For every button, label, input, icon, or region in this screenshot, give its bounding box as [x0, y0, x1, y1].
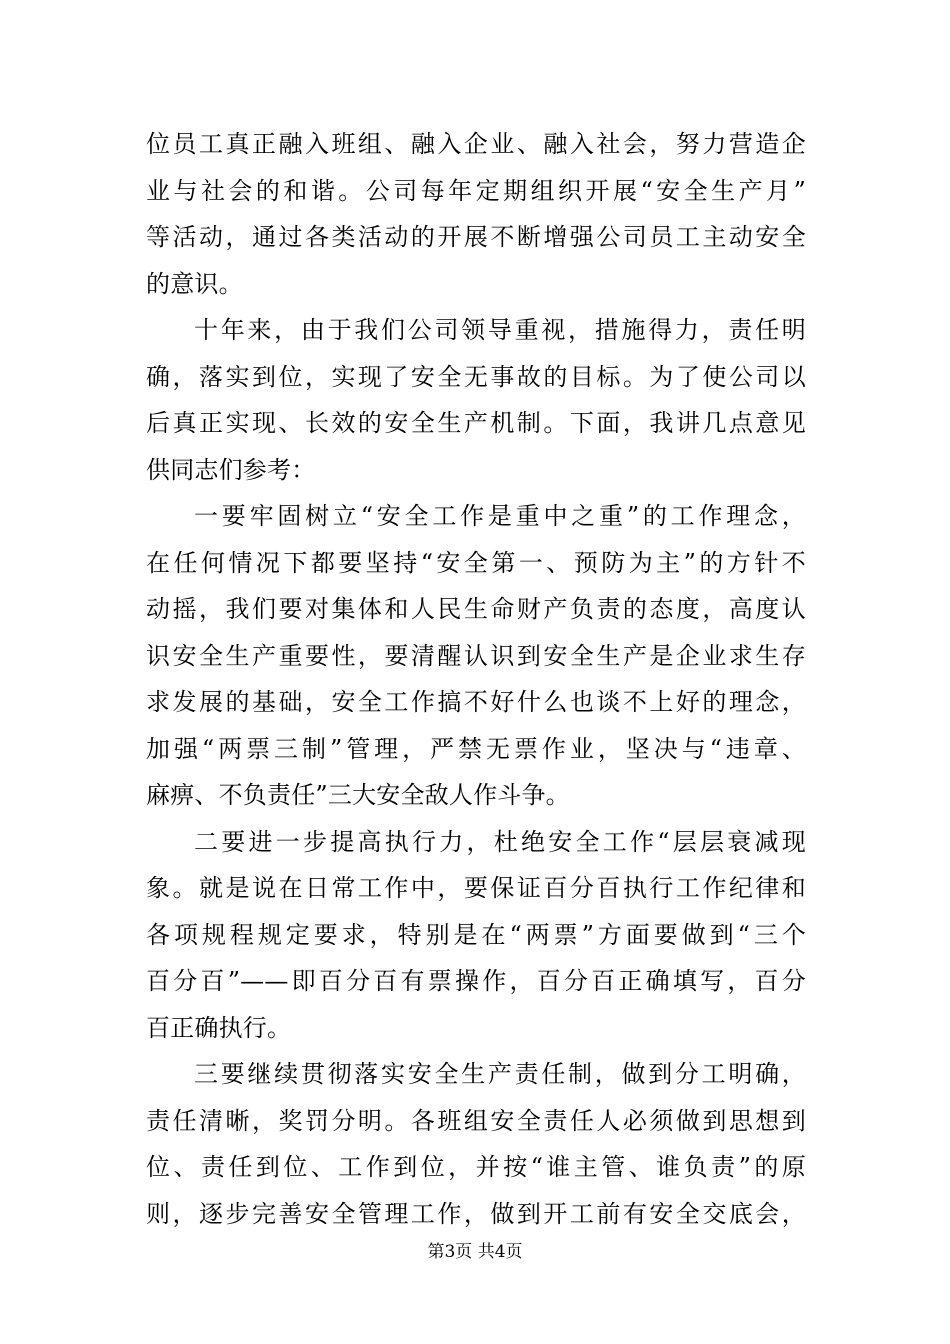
text-line: 三要继续贯彻落实安全生产责任制，做到分工明确，	[194, 1060, 806, 1088]
text-line: 识安全生产重要性，要清醒认识到安全生产是企业求生存	[146, 641, 806, 670]
document-body	[146, 121, 806, 1237]
text-line: 供同志们参考：	[146, 455, 316, 484]
text-line: 的意识。	[146, 269, 243, 298]
text-line: 动摇，我们要对集体和人民生命财产负责的态度，高度认	[146, 595, 806, 623]
text-line: 在任何情况下都要坚持“安全第一、预防为主”的方针不	[146, 548, 806, 577]
text-line: 加强“两票三制”管理，严禁无票作业，坚决与“违章、	[146, 734, 806, 763]
text-line: 则，逐步完善安全管理工作，做到开工前有安全交底会，	[146, 1199, 806, 1228]
text-line: 责任清晰，奖罚分明。各班组安全责任人必须做到思想到	[146, 1106, 806, 1135]
text-line: 业与社会的和谐。公司每年定期组织开展“安全生产月”	[146, 176, 806, 205]
text-line: 位员工真正融入班组、融入企业、融入社会，努力营造企	[146, 130, 806, 158]
text-line: 确，落实到位，实现了安全无事故的目标。为了使公司以	[146, 362, 806, 391]
text-line: 象。就是说在日常工作中，要保证百分百执行工作纪律和	[146, 874, 806, 902]
text-line: 求发展的基础，安全工作搞不好什么也谈不上好的理念，	[146, 688, 806, 716]
text-line: 后真正实现、长效的安全生产机制。下面，我讲几点意见	[146, 409, 806, 437]
text-line: 位、责任到位、工作到位，并按“谁主管、谁负责”的原	[146, 1153, 806, 1181]
text-line: 十年来，由于我们公司领导重视，措施得力，责任明	[194, 316, 806, 344]
text-line: 百分百”——即百分百有票操作，百分百正确填写，百分	[146, 967, 806, 995]
text-line: 百正确执行。	[146, 1013, 292, 1042]
text-line: 麻痹、不负责任”三大安全敌人作斗争。	[146, 781, 570, 809]
page-footer: 第3页 共4页	[427, 1242, 523, 1262]
text-line: 等活动，通过各类活动的开展不断增强公司员工主动安全	[146, 223, 806, 251]
text-line: 一要牢固树立“安全工作是重中之重”的工作理念，	[194, 502, 806, 530]
text-line: 二要进一步提高执行力，杜绝安全工作“层层衰减现	[194, 827, 806, 856]
text-line: 各项规程规定要求，特别是在“两票”方面要做到“三个	[146, 920, 806, 949]
